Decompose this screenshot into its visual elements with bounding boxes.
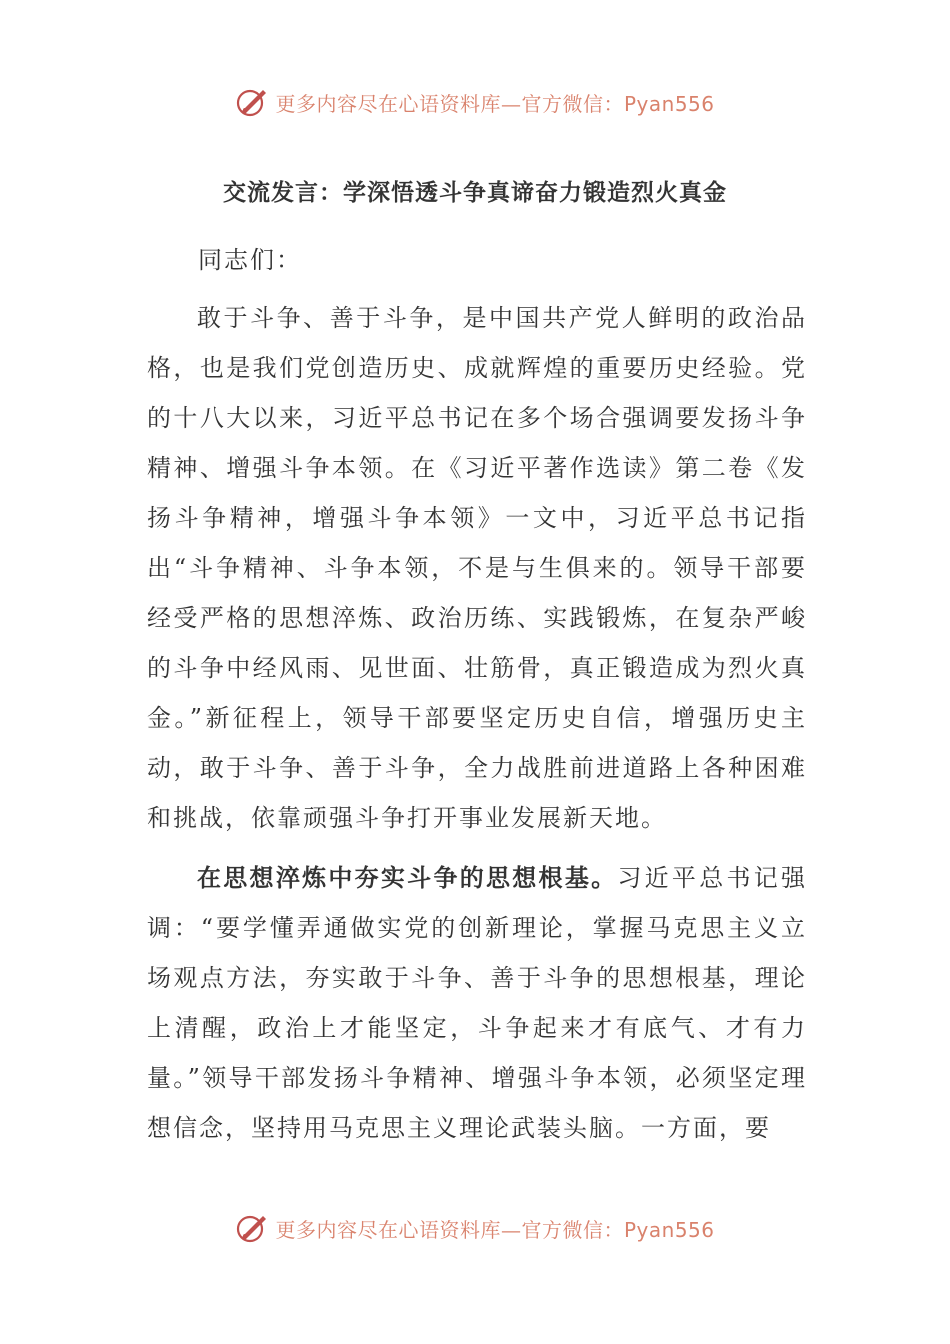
salutation: 同志们： [198, 246, 302, 274]
header-banner [0, 82, 950, 122]
paragraph-2 [147, 853, 807, 1153]
header-banner-wechat-id: Pyan556 [623, 91, 715, 116]
footer-banner-text [275, 1214, 714, 1243]
document-title: 交流发言：学深悟透斗争真谛奋力锻造烈火真金 [223, 180, 727, 206]
quill-pen-logo-icon [235, 85, 269, 119]
header-banner-label: 更多内容尽在心语资料库—官方微信： [275, 91, 624, 116]
footer-banner-label: 更多内容尽在心语资料库—官方微信： [275, 1217, 624, 1242]
footer-banner [0, 1208, 950, 1248]
paragraph-1 [147, 293, 807, 843]
quill-pen-logo-icon [235, 1211, 269, 1245]
footer-banner-wechat-id: Pyan556 [623, 1217, 715, 1242]
paragraph-2-lead: 在思想淬炼中夯实斗争的思想根基。 [197, 864, 618, 892]
paragraph-2-text: 习近平总书记强调：“要学懂弄通做实党的创新理论，掌握马克思主义立场观点方法，夯实敢于斗争、善于斗争的思想根基，理论上清醒，政治上才能坚定，斗争起来才有底气、才有力量。”领导干部发扬斗争精神、增强斗争本领，必须坚定理想信念，坚持用马克思主义理论武装头脑。一方面，要 [147, 864, 808, 1142]
header-banner-text [275, 88, 714, 117]
paragraph-1-text: 敢于斗争、善于斗争，是中国共产党人鲜明的政治品格，也是我们党创造历史、成就辉煌的重要历史经验。党的十八大以来，习近平总书记在多个场合强调要发扬斗争精神、增强斗争本领。在《习近平著作选读》第二卷《发扬斗争精神，增强斗争本领》一文中，习近平总书记指出“斗争精神、斗争本领，不是与生俱来的。领导干部要经受严格的思想淬炼、政治历练、实践锻炼，在复杂严峻的斗争中经风雨、见世面、壮筋骨，真正锻造成为烈火真金。”新征程上，领导干部要坚定历史自信，增强历史主动，敢于斗争、善于斗争，全力战胜前进道路上各种困难和挑战，依靠顽强斗争打开事业发展新天地。 [147, 304, 807, 832]
